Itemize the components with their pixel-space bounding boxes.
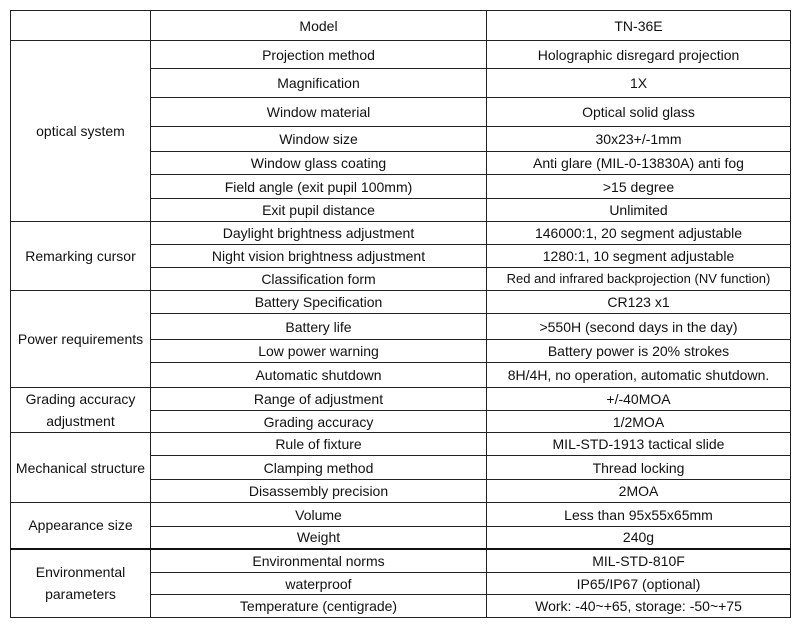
parameter-cell: waterproof (151, 573, 487, 595)
parameter-cell: Volume (151, 503, 487, 527)
value-cell: >550H (second days in the day) (487, 314, 791, 340)
table-row (11, 222, 791, 245)
parameter-cell: Projection method (151, 41, 487, 69)
parameter-cell: Automatic shutdown (151, 363, 487, 388)
header-blank-cell (11, 11, 151, 41)
value-cell: 1280:1, 10 segment adjustable (487, 245, 791, 268)
value-cell: >15 degree (487, 175, 791, 199)
value-cell: 30x23+/-1mm (487, 127, 791, 152)
table-row (11, 549, 791, 573)
parameter-cell: Clamping method (151, 456, 487, 480)
value-cell: 2MOA (487, 480, 791, 503)
value-cell: Unlimited (487, 199, 791, 222)
category-cell: Grading accuracy adjustment (11, 388, 151, 433)
value-cell: 240g (487, 527, 791, 549)
category-cell: Power requirements (11, 291, 151, 388)
parameter-cell: Magnification (151, 69, 487, 98)
table-row (11, 433, 791, 456)
parameter-cell: Rule of fixture (151, 433, 487, 456)
category-cell: Remarking cursor (11, 222, 151, 291)
parameter-cell: Daylight brightness adjustment (151, 222, 487, 245)
value-cell: Less than 95x55x65mm (487, 503, 791, 527)
parameter-cell: Temperature (centigrade) (151, 595, 487, 618)
value-cell: Thread locking (487, 456, 791, 480)
value-cell: 8H/4H, no operation, automatic shutdown. (487, 363, 791, 388)
parameter-cell: Window material (151, 98, 487, 127)
value-cell: Optical solid glass (487, 98, 791, 127)
value-cell: Battery power is 20% strokes (487, 340, 791, 363)
parameter-cell: Night vision brightness adjustment (151, 245, 487, 268)
value-cell: MIL-STD-810F (487, 549, 791, 573)
value-cell: IP65/IP67 (optional) (487, 573, 791, 595)
category-cell: Environmental parameters (11, 549, 151, 618)
value-cell: Anti glare (MIL-0-13830A) anti fog (487, 152, 791, 175)
parameter-cell: Window size (151, 127, 487, 152)
parameter-cell: Exit pupil distance (151, 199, 487, 222)
value-cell: Holographic disregard projection (487, 41, 791, 69)
table-row (11, 503, 791, 527)
category-cell: Mechanical structure (11, 433, 151, 503)
value-cell: CR123 x1 (487, 291, 791, 314)
table-row (11, 291, 791, 314)
parameter-cell: Grading accuracy (151, 411, 487, 433)
parameter-cell: Field angle (exit pupil 100mm) (151, 175, 487, 199)
category-cell: Appearance size (11, 503, 151, 549)
table-row (11, 41, 791, 69)
parameter-cell: Window glass coating (151, 152, 487, 175)
parameter-cell: Low power warning (151, 340, 487, 363)
parameter-cell: Disassembly precision (151, 480, 487, 503)
parameter-cell: Weight (151, 527, 487, 549)
value-cell: 146000:1, 20 segment adjustable (487, 222, 791, 245)
value-cell: MIL-STD-1913 tactical slide (487, 433, 791, 456)
spec-table-body (11, 11, 791, 618)
model-value: TN-36E (487, 11, 791, 41)
value-cell: +/-40MOA (487, 388, 791, 411)
value-cell: Work: -40~+65, storage: -50~+75 (487, 595, 791, 618)
value-cell: 1X (487, 69, 791, 98)
value-cell: 1/2MOA (487, 411, 791, 433)
parameter-cell: Environmental norms (151, 549, 487, 573)
parameter-cell: Classification form (151, 268, 487, 291)
header-row (11, 11, 791, 41)
value-cell: Red and infrared backprojection (NV function) (487, 268, 791, 291)
parameter-cell: Battery Specification (151, 291, 487, 314)
model-label: Model (151, 11, 487, 41)
spec-table (10, 10, 791, 618)
parameter-cell: Battery life (151, 314, 487, 340)
category-cell: optical system (11, 41, 151, 222)
parameter-cell: Range of adjustment (151, 388, 487, 411)
table-row (11, 388, 791, 411)
